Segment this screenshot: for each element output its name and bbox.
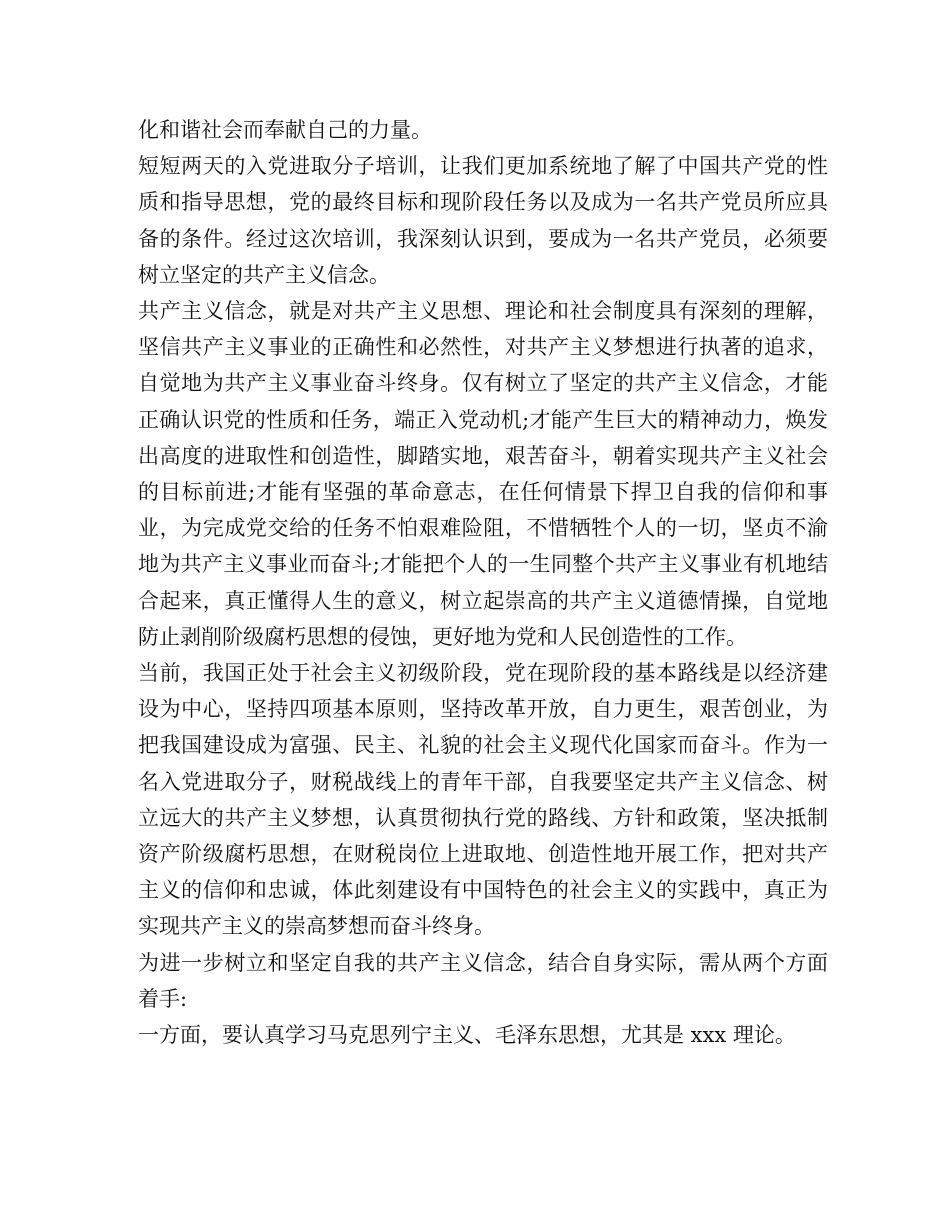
paragraph: 短短两天的入党进取分子培训，让我们更加系统地了解了中国共产党的性质和指导思想，党的最终目标和现阶段任务以及成为一名共产党员所应具备的条件。经过这次培训，我深刻认识到，要成为一名共产党员，必须要树立坚定的共产主义信念。 [138,154,828,287]
paragraph: 一方面，要认真学习马克思列宁主义、毛泽东思想，尤其是 xxx 理论。 [138,1023,796,1048]
document-body [138,112,828,1053]
paragraph: 为进一步树立和坚定自我的共产主义信念，结合自身实际，需从两个方面着手: [138,950,828,1011]
paragraph: 化和谐社会而奉献自己的力量。 [138,118,432,142]
paragraph: 共产主义信念，就是对共产主义思想、理论和社会制度具有深刻的理解，坚信共产主义事业的正确性和必然性，对共产主义梦想进行执著的追求，自觉地为共产主义事业奋斗终身。仅有树立了坚定的共产主义信念，才能正确认识党的性质和任务，端正入党动机;才能产生巨大的精神动力，焕发出高度的进取性和创造性，脚踏实地，艰苦奋斗，朝着实现共产主义社会的目标前进;才能有坚强的革命意志，在任何情景下捍卫自我的信仰和事业，为完成党交给的任务不怕艰难险阻，不惜牺牲个人的一切，坚贞不渝地为共产主义事业而奋斗;才能把个人的一生同整个共产主义事业有机地结合起来，真正懂得人生的意义，树立起崇高的共产主义道德情操，自觉地防止剥削阶级腐朽思想的侵蚀，更好地为党和人民创造性的工作。 [138,299,828,649]
paragraph: 当前，我国正处于社会主义初级阶段，党在现阶段的基本路线是以经济建设为中心，坚持四项基本原则，坚持改革开放，自力更生，艰苦创业，为把我国建设成为富强、民主、礼貌的社会主义现代化国家而奋斗。作为一名入党进取分子，财税战线上的青年干部，自我要坚定共产主义信念、树立远大的共产主义梦想，认真贯彻执行党的路线、方针和政策，坚决抵制资产阶级腐朽思想，在财税岗位上进取地、创造性地开展工作，把对共产主义的信仰和忠诚，体此刻建设有中国特色的社会主义的实践中，真正为实现共产主义的崇高梦想而奋斗终身。 [138,661,828,939]
